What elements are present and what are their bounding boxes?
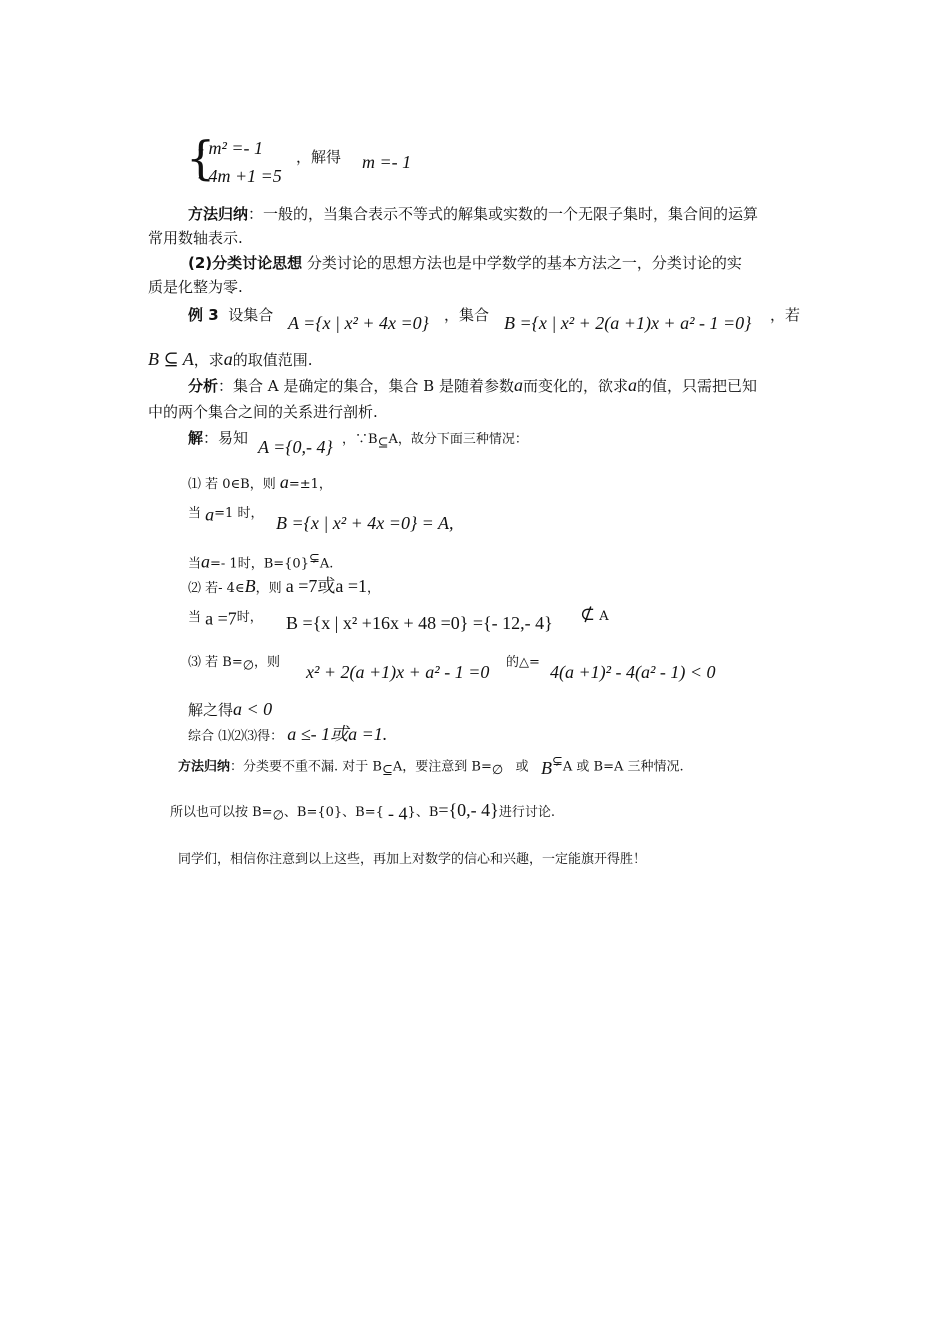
method2-line2: 所以也可以按 B=∅、B={0}、B={ - 4}、B={0,- 4}进行讨论. (170, 800, 555, 824)
result-solve: 解之得a < 0 (188, 699, 273, 719)
analysis-line1: 分析：集合 A 是确定的集合，集合 B 是随着参数a而变化的，欲求a的值，只需把已知 (188, 375, 757, 395)
section2-line1: (2)分类讨论思想 分类讨论的思想方法也是中学数学的基本方法之一，分类讨论的实 (188, 254, 742, 272)
system-eq2: - 4m +1 =5 (198, 166, 282, 186)
method2-line1: 方法归纳：分类要不重不漏. 对于 B⊆A，要注意到 B=∅ 或 B⊊A 或 B=A 三种情况. (178, 754, 684, 778)
section2-line2: 质是化整为零. (148, 278, 243, 296)
case3-de: 的△= (506, 655, 540, 670)
example3-ruo: ，若 (770, 306, 801, 324)
case1-B1: B ={x | x² + 4x =0} = A, (276, 513, 454, 533)
example3-line1: 例 3 设集合 (188, 306, 274, 324)
system-result: m =- 1 (362, 152, 412, 172)
left-brace: { (186, 131, 216, 185)
analysis-line2: 中的两个集合之间的关系进行剖析. (148, 403, 378, 421)
method1-line2: 常用数轴表示. (148, 229, 243, 247)
closing-text: 同学们，相信你注意到以上这些，再加上对数学的信心和兴趣，一定能旗开得胜！ (178, 852, 647, 867)
solution-line: 解：易知 (188, 429, 249, 447)
case2-Beq: B ={x | x² +16x + 48 =0} ={- 12,- 4} (286, 613, 553, 633)
example3-set-label2: ，集合 (444, 306, 490, 324)
example3-line2: B ⊆ A，求a的取值范围. (148, 349, 313, 369)
case2-head: ⑵ 若- 4∈B，则 a =7或a =1， (188, 576, 381, 596)
solution-cases: ，∵B⊆A，故分下面三种情况： (342, 432, 528, 451)
result-summary: 综合 ⑴⑵⑶得： a ≤- 1或a =1. (188, 724, 388, 744)
system-eq1: - m² =- 1 (198, 138, 264, 158)
case2-when: 当 a =7时， (188, 608, 263, 629)
example3-setB: B ={x | x² + 2(a +1)x + a² - 1 =0} (504, 313, 752, 333)
method1-line1: 方法归纳：一般的，当集合表示不等式的解集或实数的一个无限子集时，集合间的运算 (188, 205, 759, 223)
case3-eq: x² + 2(a +1)x + a² - 1 =0 (306, 662, 490, 682)
case3-head: ⑶ 若 B=∅，则 (188, 655, 281, 674)
solution-A: A ={0,- 4} (258, 437, 333, 457)
solve-label: ，解得 (296, 148, 342, 166)
case1-when1: 当 a=1 时， (188, 504, 264, 525)
case1-head: ⑴ 若 0∈B，则 a=±1， (188, 472, 332, 492)
example3-setA: A ={x | x² + 4x =0} (288, 313, 429, 333)
case1-when2: 当a=- 1时，B={0}⊊A. (188, 551, 334, 572)
case2-tail: ⊄ A (580, 604, 609, 625)
case3-delta: 4(a +1)² - 4(a² - 1) < 0 (550, 662, 716, 682)
